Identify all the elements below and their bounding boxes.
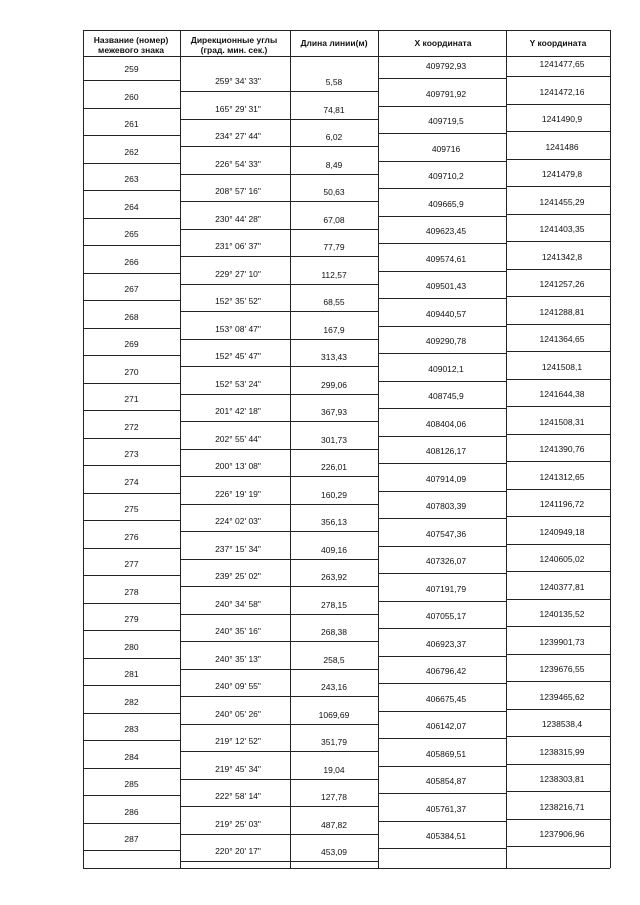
point-x: 407326,07 [425, 556, 467, 566]
point-name: 261 [124, 119, 139, 129]
header-y: Y координата [529, 38, 587, 48]
row-separator [378, 491, 506, 492]
segment-length: 67,08 [323, 214, 345, 225]
point-x: 409792,93 [425, 61, 467, 71]
row-separator [180, 394, 378, 395]
point-y: 1239901,73 [539, 636, 585, 647]
row-separator [83, 108, 180, 109]
segment-length: 127,78 [321, 792, 347, 802]
row-separator [180, 476, 378, 477]
point-name: 259 [124, 64, 139, 74]
point-y: 1241455,29 [539, 196, 585, 207]
row-separator [506, 846, 610, 847]
row-separator [506, 489, 610, 490]
segment-angle: 219° 25' 03" [215, 818, 261, 829]
segment-angle: 240° 05' 26" [215, 708, 261, 719]
point-y: 1241288,81 [539, 306, 585, 317]
segment-length: 243,16 [321, 682, 347, 692]
segment-length: 453,09 [321, 847, 347, 857]
row-separator [506, 516, 610, 517]
row-separator [180, 146, 378, 147]
point-y: 1238216,71 [539, 801, 585, 812]
row-separator [83, 383, 180, 384]
point-x: 405854,87 [425, 776, 467, 786]
segment-angle: 220° 20' 17" [215, 846, 261, 856]
row-separator [83, 300, 180, 301]
segment-angle: 153° 08' 47" [215, 323, 261, 334]
segment-angle: 240° 35' 13" [215, 653, 261, 664]
row-separator [506, 379, 610, 380]
row-separator [180, 119, 378, 120]
row-separator [180, 201, 378, 202]
row-separator [378, 326, 506, 327]
row-separator [180, 779, 378, 780]
point-name: 276 [124, 531, 139, 542]
row-separator [83, 850, 180, 851]
segment-length: 167,9 [323, 324, 345, 335]
point-x: 407055,17 [425, 611, 467, 621]
point-y: 1241403,35 [539, 224, 585, 234]
row-separator [83, 685, 180, 686]
segment-angle: 240° 34' 58" [215, 598, 261, 609]
row-separator [378, 106, 506, 107]
point-y: 1241342,8 [541, 251, 583, 262]
segment-angle: 208° 57' 16" [215, 186, 261, 196]
point-name: 284 [124, 751, 139, 762]
point-x: 406796,42 [425, 666, 467, 676]
point-name: 283 [124, 724, 139, 734]
row-separator [378, 793, 506, 794]
point-name: 278 [124, 586, 139, 597]
segment-angle: 152° 45' 47" [215, 351, 261, 361]
point-name: 281 [124, 669, 139, 679]
point-x: 409791,92 [425, 88, 467, 99]
point-y: 1241644,38 [539, 389, 585, 399]
point-x: 409710,2 [428, 171, 464, 181]
point-name: 267 [124, 284, 139, 294]
point-name: 268 [124, 311, 139, 322]
row-separator [83, 135, 180, 136]
point-name: 275 [124, 504, 139, 514]
point-y: 1241390,76 [539, 444, 585, 454]
row-separator [83, 603, 180, 604]
row-separator [180, 174, 378, 175]
row-separator [378, 436, 506, 437]
segment-angle: 259° 34' 33" [215, 76, 261, 86]
segment-angle: 202° 55' 44" [215, 433, 261, 444]
header-angle: Дирекционные углы (град. мин. сек.) [190, 35, 278, 55]
segment-length: 351,79 [321, 737, 347, 747]
row-separator [83, 768, 180, 769]
row-separator [378, 628, 506, 629]
segment-length: 367,93 [321, 407, 347, 417]
point-y: 1241312,65 [539, 471, 585, 482]
row-separator [83, 740, 180, 741]
row-separator [83, 438, 180, 439]
point-name: 274 [124, 476, 139, 487]
point-y: 1241257,26 [539, 279, 585, 289]
row-separator [83, 355, 180, 356]
point-name: 277 [124, 559, 139, 569]
point-x: 409501,43 [425, 281, 467, 291]
point-x: 405761,37 [425, 803, 467, 814]
segment-length: 112,57 [321, 269, 347, 280]
row-separator [506, 434, 610, 435]
row-separator [506, 681, 610, 682]
point-x: 407191,79 [425, 583, 467, 594]
row-separator [180, 641, 378, 642]
row-separator [506, 296, 610, 297]
row-separator [180, 339, 378, 340]
row-separator [506, 544, 610, 545]
point-x: 409290,78 [425, 336, 467, 346]
row-separator [83, 218, 180, 219]
segment-length: 313,43 [321, 352, 347, 362]
row-separator [83, 80, 180, 81]
row-separator [506, 654, 610, 655]
row-separator [180, 861, 378, 862]
segment-angle: 226° 54' 33" [215, 158, 261, 169]
segment-angle: 240° 35' 16" [215, 626, 261, 636]
segment-length: 299,06 [321, 379, 347, 390]
row-separator [506, 791, 610, 792]
header-x: X координата [414, 38, 472, 48]
table-bottom-border [83, 868, 610, 869]
row-separator [506, 406, 610, 407]
row-separator [180, 724, 378, 725]
row-separator [378, 766, 506, 767]
segment-length: 226,01 [321, 462, 347, 472]
row-separator [506, 104, 610, 105]
column-border [378, 30, 379, 868]
segment-angle: 230° 44' 28" [215, 213, 261, 224]
segment-length: 8,49 [325, 159, 343, 170]
point-y: 1238303,81 [539, 774, 585, 784]
segment-length: 5,58 [325, 77, 343, 87]
row-separator [180, 284, 378, 285]
row-separator [378, 656, 506, 657]
segment-length: 268,38 [321, 627, 347, 637]
segment-length: 356,13 [321, 517, 347, 527]
row-separator [378, 821, 506, 822]
row-separator [83, 465, 180, 466]
point-y: 1241472,16 [539, 86, 585, 97]
point-y: 1238315,99 [539, 746, 585, 757]
point-y: 1241490,9 [541, 114, 583, 124]
point-name: 272 [124, 421, 139, 432]
segment-angle: 240° 09' 55" [215, 681, 261, 691]
column-border [506, 30, 507, 868]
segment-angle: 152° 53' 24" [215, 378, 261, 389]
point-name: 279 [124, 614, 139, 624]
point-name: 287 [124, 834, 139, 844]
point-y: 1238538,4 [541, 719, 583, 729]
row-separator [378, 518, 506, 519]
segment-angle: 152° 35' 52" [215, 296, 261, 306]
row-separator [180, 669, 378, 670]
segment-angle: 226° 19' 19" [215, 488, 261, 499]
row-separator [506, 709, 610, 710]
point-x: 407914,09 [425, 473, 467, 484]
row-separator [378, 683, 506, 684]
row-separator [180, 614, 378, 615]
row-separator [378, 298, 506, 299]
segment-length: 6,02 [325, 132, 343, 142]
row-separator [180, 421, 378, 422]
segment-length: 77,79 [323, 242, 345, 252]
row-separator [506, 269, 610, 270]
row-separator [83, 658, 180, 659]
point-name: 266 [124, 256, 139, 267]
row-separator [506, 131, 610, 132]
point-x: 407547,36 [425, 528, 467, 539]
row-separator [180, 696, 378, 697]
row-separator [378, 463, 506, 464]
row-separator [378, 216, 506, 217]
row-separator [180, 504, 378, 505]
segment-length: 487,82 [321, 819, 347, 830]
point-x: 406923,37 [425, 638, 467, 649]
header-length: Длина линии(м) [300, 38, 368, 48]
segment-length: 19,04 [323, 764, 345, 775]
point-y: 1239465,62 [539, 691, 585, 702]
segment-angle: 237° 15' 34" [215, 543, 261, 554]
row-separator [378, 353, 506, 354]
point-x: 408404,06 [425, 418, 467, 429]
row-separator [506, 764, 610, 765]
point-name: 264 [124, 201, 139, 212]
segment-angle: 234° 27' 44" [215, 131, 261, 141]
row-separator [506, 736, 610, 737]
row-separator [506, 76, 610, 77]
row-separator [180, 586, 378, 587]
row-separator [506, 571, 610, 572]
segment-length: 301,73 [321, 434, 347, 445]
row-separator [378, 78, 506, 79]
segment-length: 50,63 [323, 187, 345, 197]
point-y: 1237906,96 [539, 829, 585, 839]
point-y: 1240135,52 [539, 609, 585, 619]
point-x: 409012,1 [428, 363, 464, 374]
segment-angle: 239° 25' 02" [215, 571, 261, 581]
point-x: 409716 [431, 143, 461, 154]
point-name: 273 [124, 449, 139, 459]
row-separator [378, 133, 506, 134]
row-separator [506, 599, 610, 600]
row-separator [83, 823, 180, 824]
point-x: 408126,17 [425, 446, 467, 456]
segment-angle: 224° 02' 03" [215, 516, 261, 526]
point-name: 271 [124, 394, 139, 404]
row-separator [378, 188, 506, 189]
point-x: 408745,9 [428, 391, 464, 401]
row-separator [506, 186, 610, 187]
segment-angle: 219° 12' 52" [215, 736, 261, 746]
segment-angle: 201° 42' 18" [215, 406, 261, 416]
row-separator [180, 311, 378, 312]
row-separator [506, 159, 610, 160]
point-x: 409719,5 [428, 116, 464, 126]
column-border [83, 30, 84, 868]
point-name: 285 [124, 779, 139, 789]
segment-angle: 165° 29' 31" [215, 103, 261, 114]
point-name: 270 [124, 366, 139, 377]
segment-angle: 231° 06' 37" [215, 241, 261, 251]
point-y: 1240377,81 [539, 581, 585, 592]
point-x: 407803,39 [425, 501, 467, 511]
point-y: 1241479,8 [541, 169, 583, 179]
row-separator [506, 241, 610, 242]
row-separator [180, 256, 378, 257]
point-name: 260 [124, 91, 139, 102]
point-y: 1241477,65 [539, 59, 585, 69]
row-separator [506, 819, 610, 820]
header-bottom-border [83, 56, 610, 57]
row-separator [378, 573, 506, 574]
row-separator [180, 559, 378, 560]
point-name: 269 [124, 339, 139, 349]
row-separator [378, 161, 506, 162]
segment-angle: 229° 27' 10" [215, 268, 261, 279]
point-x: 405384,51 [425, 831, 467, 841]
row-separator [83, 410, 180, 411]
point-name: 286 [124, 806, 139, 817]
header-name: Название (номер) межевого знака [93, 35, 169, 55]
point-name: 263 [124, 174, 139, 184]
point-x: 405869,51 [425, 748, 467, 759]
row-separator [83, 548, 180, 549]
row-separator [180, 91, 378, 92]
row-separator [180, 366, 378, 367]
point-y: 1241508,31 [539, 416, 585, 427]
segment-length: 409,16 [321, 544, 347, 555]
point-y: 1239676,55 [539, 664, 585, 674]
row-separator [83, 520, 180, 521]
row-separator [506, 324, 610, 325]
point-name: 280 [124, 641, 139, 652]
segment-angle: 222° 58' 14" [215, 791, 261, 801]
row-separator [83, 328, 180, 329]
point-x: 409440,57 [425, 308, 467, 319]
row-separator [180, 751, 378, 752]
row-separator [180, 531, 378, 532]
point-x: 409574,61 [425, 253, 467, 264]
column-border [610, 30, 611, 868]
row-separator [378, 738, 506, 739]
row-separator [378, 271, 506, 272]
segment-angle: 219° 45' 34" [215, 763, 261, 774]
point-y: 1241364,65 [539, 334, 585, 344]
row-separator [83, 245, 180, 246]
row-separator [506, 214, 610, 215]
point-x: 409665,9 [428, 198, 464, 209]
row-separator [378, 546, 506, 547]
row-separator [378, 408, 506, 409]
point-x: 406142,07 [425, 721, 467, 731]
row-separator [180, 806, 378, 807]
segment-length: 160,29 [321, 489, 347, 500]
point-y: 1240949,18 [539, 526, 585, 537]
row-separator [378, 243, 506, 244]
segment-angle: 200° 13' 08" [215, 461, 261, 471]
row-separator [378, 848, 506, 849]
segment-length: 278,15 [321, 599, 347, 610]
row-separator [378, 601, 506, 602]
row-separator [180, 834, 378, 835]
row-separator [83, 713, 180, 714]
row-separator [83, 190, 180, 191]
point-name: 262 [124, 146, 139, 157]
segment-length: 68,55 [323, 297, 345, 307]
point-name: 282 [124, 696, 139, 707]
segment-length: 263,92 [321, 572, 347, 582]
row-separator [83, 575, 180, 576]
point-y: 1240605,02 [539, 554, 585, 564]
point-y: 1241486 [545, 141, 579, 152]
point-y: 1241508,1 [541, 361, 583, 372]
row-separator [83, 273, 180, 274]
row-separator [378, 711, 506, 712]
row-separator [378, 381, 506, 382]
segment-length: 74,81 [323, 104, 345, 115]
row-separator [83, 493, 180, 494]
row-separator [83, 630, 180, 631]
row-separator [506, 351, 610, 352]
table-top-border [83, 30, 610, 31]
point-y: 1241196,72 [539, 499, 585, 509]
point-name: 265 [124, 229, 139, 239]
row-separator [180, 229, 378, 230]
point-x: 409623,45 [425, 226, 467, 236]
row-separator [83, 795, 180, 796]
segment-length: 258,5 [323, 654, 345, 665]
row-separator [506, 461, 610, 462]
row-separator [180, 449, 378, 450]
row-separator [83, 163, 180, 164]
segment-length: 1069,69 [318, 709, 350, 720]
row-separator [506, 626, 610, 627]
point-x: 406675,45 [425, 693, 467, 704]
